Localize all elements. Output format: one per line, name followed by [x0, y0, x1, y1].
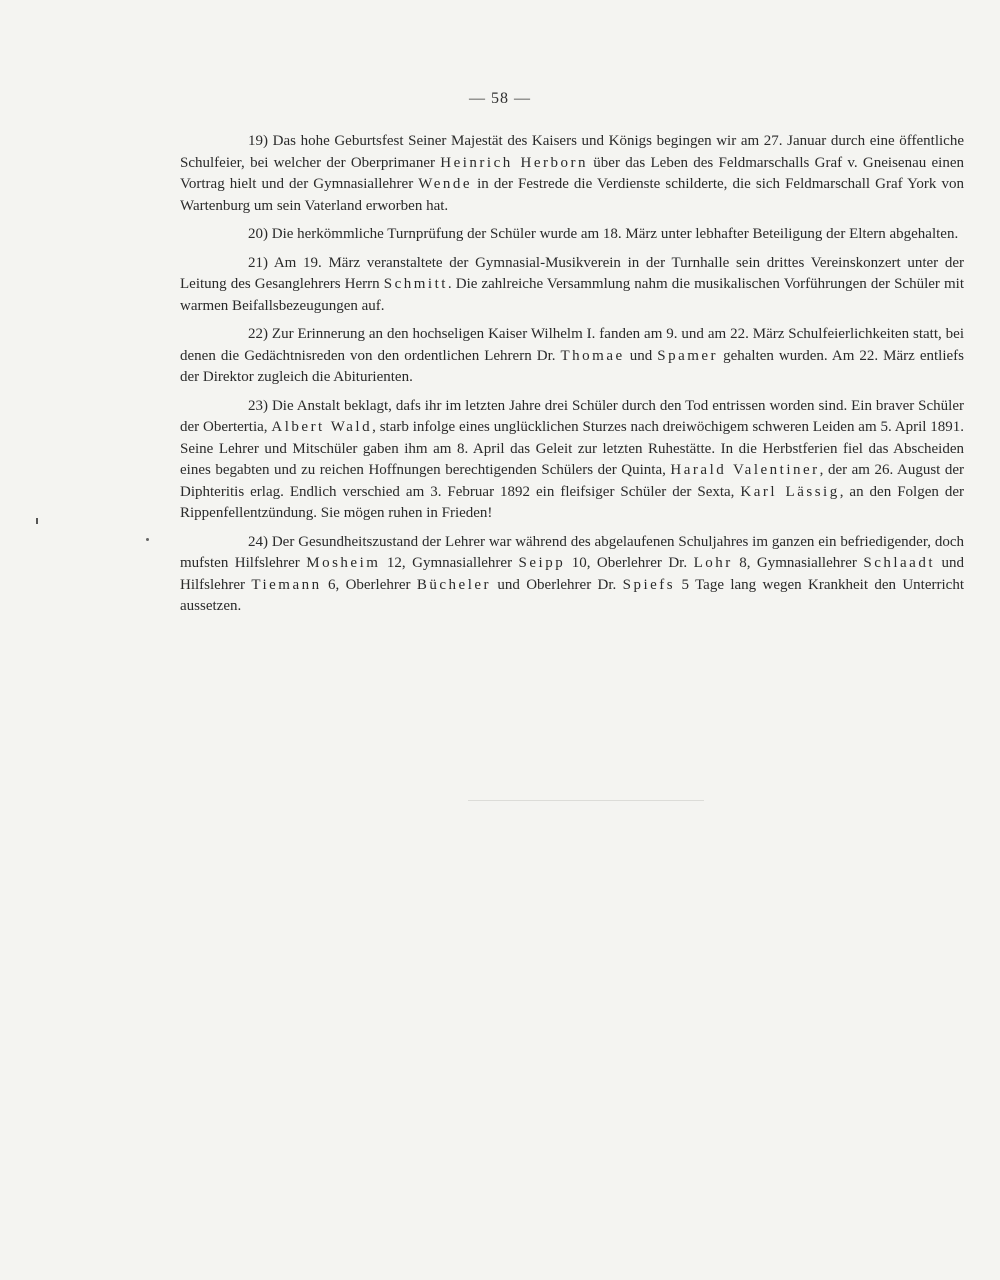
text-segment: 10, Oberlehrer Dr.: [565, 555, 694, 571]
text-segment: . Die zahlreiche Versammlung nahm die musikalischen Vorführungen der Schüler mit warmen Beifallsbezeugungen auf.: [180, 276, 964, 314]
text-segment: über das Leben des Feldmarschalls Graf v. Gneisenau einen Vortrag hielt und der Gymnasiallehrer: [180, 154, 965, 192]
text-segment: 21) Am 19. März veranstaltete der Gymnasial-Musikverein in der Turnhalle sein drittes Vereinskonzert unter der Leitung des Gesanglehrers Herrn: [180, 254, 964, 292]
text-segment: 12, Gymnasiallehrer: [380, 555, 519, 571]
text-segment: 23) Die Anstalt beklagt, dafs ihr im letzten Jahre drei Schüler durch den Tod entrissen worden sind. Ein braver Schüler der Obertertia,: [180, 397, 964, 435]
spaced-name: Lohr: [693, 555, 733, 571]
spaced-name: Schlaadt: [863, 555, 936, 571]
text-segment: und Oberlehrer Dr.: [491, 576, 623, 593]
divider-rule: [468, 800, 704, 801]
text-segment: , starb infolge eines unglücklichen Sturzes nach dreiwöchigem schweren Leiden am 5. April 1891. Seine Lehrer und Mitschüler gaben ihm am 8. April das Geleit zur letzten Ruhestätte. In die Herbstferien fiel das Abscheiden eines begabten und zu reichen Hoffnungen berechtigenden Schülers der Quinta,: [180, 419, 964, 478]
spaced-name: Spamer: [657, 347, 719, 364]
spaced-name: Harald Valentiner: [670, 462, 820, 478]
spaced-name: Tiemann: [251, 576, 322, 593]
text-segment: 22) Zur Erinnerung an den hochseligen Kaiser Wilhelm I. fanden am 9. und am 22. März Schulfeierlichkeiten statt, bei denen die Gedächtnisreden von den ordentlichen Lehrern Dr.: [180, 326, 964, 364]
paragraph-22: [180, 324, 964, 389]
spaced-name: Wende: [418, 176, 473, 192]
spaced-name: Thomae: [560, 347, 625, 364]
text-segment: 8, Gymnasiallehrer: [732, 555, 864, 571]
paragraph-19: [180, 131, 964, 217]
text-segment: 20) Die herkömmliche Turnprüfung der Schüler wurde am 18. März unter lebhafter Beteiligung der Eltern abgehalten.: [248, 226, 959, 242]
spaced-name: Spiefs: [622, 576, 676, 593]
spaced-name: Karl Lässig: [740, 483, 840, 500]
text-segment: in der Festrede die Verdienste schilderte, die sich Feldmarschall Graf York von Wartenburg um sein Vaterland erworben hat.: [180, 176, 964, 214]
text-segment: und: [624, 347, 658, 364]
text-segment: 5 Tage lang wegen Krankheit den Unterricht aussetzen.: [180, 576, 964, 614]
spaced-name: Albert Wald: [271, 419, 373, 435]
page-number: — 58 —: [469, 90, 531, 107]
margin-dot: [146, 538, 149, 541]
text-segment: 6, Oberlehrer: [321, 576, 417, 593]
text-segment: 24) Der Gesundheitszustand der Lehrer war während des abgelaufenen Schuljahres im ganzen ein befriedigender, doch mufsten Hilfslehrer: [180, 533, 964, 571]
body-text: [180, 131, 964, 625]
spaced-name: Bücheler: [416, 576, 492, 593]
text-segment: und Hilfslehrer: [180, 555, 964, 593]
text-segment: , der am 26. August der Diphteritis erlag. Endlich verschied am 3. Februar 1892 ein fleifsiger Schüler der Sexta,: [180, 462, 965, 500]
paragraph-24: [180, 532, 964, 618]
paragraph-21: [180, 253, 964, 318]
spaced-name: Heinrich Herborn: [440, 154, 589, 171]
text-segment: , an den Folgen der Rippenfellentzündung. Sie mögen ruhen in Frieden!: [180, 483, 964, 521]
text-segment: 19) Das hohe Geburtsfest Seiner Majestät des Kaisers und Königs begingen wir am 27. Januar durch eine öffentliche Schulfeier, bei welcher der Oberprimaner: [180, 133, 964, 171]
paragraph-20: [180, 224, 964, 246]
paragraph-23: [180, 396, 964, 525]
text-segment: gehalten wurden. Am 22. März entliefs der Direktor zugleich die Abiturienten.: [180, 347, 965, 385]
spaced-name: Schmitt: [383, 276, 448, 292]
spaced-name: Seipp: [518, 555, 566, 571]
spaced-name: Mosheim: [306, 555, 381, 571]
margin-mark: [36, 518, 38, 524]
